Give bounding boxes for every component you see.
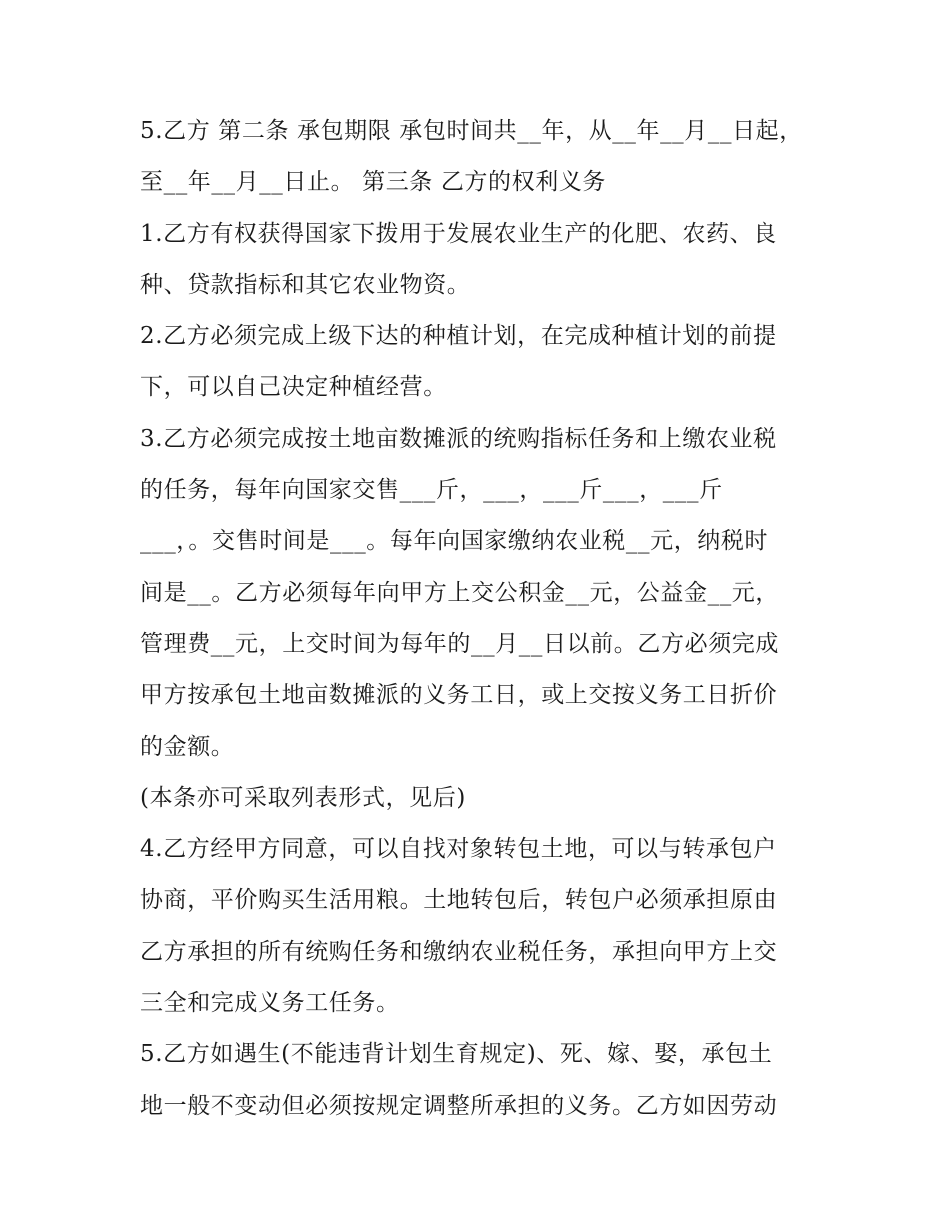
text-line: 管理费__元，上交时间为每年的__月__日以前。乙方必须完成: [140, 630, 779, 657]
text-line: 间是__。乙方必须每年向甲方上交公积金__元，公益金__元，: [140, 579, 779, 606]
text-line: 下，可以自己决定种植经营。: [140, 374, 447, 401]
text-line: 5.乙方如遇生(不能违背计划生育规定)、死、嫁、娶，承包土: [140, 1041, 773, 1068]
text-line: ___，。交售时间是___。每年向国家缴纳农业税__元，纳税时: [140, 528, 769, 555]
text-line: 的任务，每年向国家交售___斤，___，___斤___，___斤: [140, 477, 723, 504]
text-line: 种、贷款指标和其它农业物资。: [140, 271, 471, 298]
text-line: 地一般不变动但必须按规定调整所承担的义务。乙方如因劳动: [140, 1092, 778, 1119]
text-line: (本条亦可采取列表形式，见后): [140, 784, 466, 811]
text-line: 4.乙方经甲方同意，可以自找对象转包土地，可以与转承包户: [140, 836, 777, 863]
text-line: 的金额。: [140, 733, 235, 760]
document-body: [140, 106, 820, 1132]
text-line: 乙方承担的所有统购任务和缴纳农业税任务，承担向甲方上交: [140, 938, 778, 965]
text-line: 2.乙方必须完成上级下达的种植计划，在完成种植计划的前提: [140, 323, 777, 350]
text-line: 甲方按承包土地亩数摊派的义务工日，或上交按义务工日折价: [140, 682, 778, 709]
text-line: 1.乙方有权获得国家下拨用于发展农业生产的化肥、农药、良: [140, 220, 777, 247]
text-line: 三全和完成义务工任务。: [140, 990, 400, 1017]
text-line: 5.乙方 第二条 承包期限 承包时间共__年，从__年__月__日起，: [140, 118, 803, 144]
text-line: 至__年__月__日止。 第三条 乙方的权利义务: [140, 169, 607, 196]
text-line: 3.乙方必须完成按土地亩数摊派的统购指标任务和上缴农业税: [140, 425, 777, 452]
text-line: 协商，平价购买生活用粮。土地转包后，转包户必须承担原由: [140, 887, 778, 914]
